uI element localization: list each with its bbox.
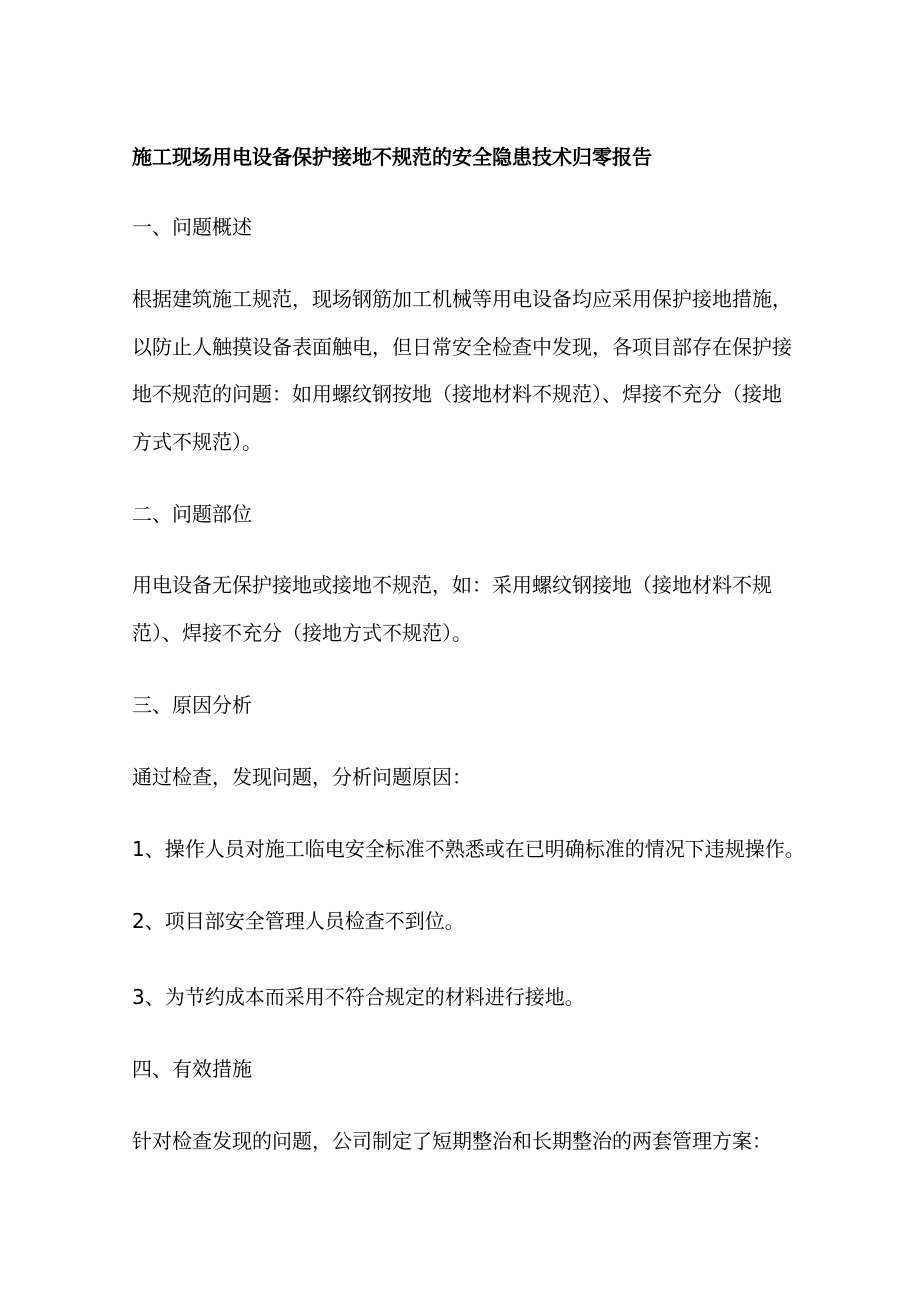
section-heading-measures: 四、有效措施 xyxy=(132,1057,252,1081)
list-item: 1、操作人员对施工临电安全标准不熟悉或在已明确标准的情况下违规操作。 xyxy=(132,837,805,861)
section-heading-location: 二、问题部位 xyxy=(132,502,252,526)
list-item: 2、项目部安全管理人员检查不到位。 xyxy=(132,909,465,933)
paragraph-line: 范）、焊接不充分（接地方式不规范）。 xyxy=(132,621,472,645)
paragraph-line: 通过检查，发现问题，分析问题原因： xyxy=(132,765,472,789)
paragraph-line: 地不规范的问题：如用螺纹钢按地（接地材料不规范）、焊接不充分（接地 xyxy=(132,382,782,406)
paragraph-line: 用电设备无保护接地或接地不规范，如：采用螺纹钢接地（接地材料不规 xyxy=(132,573,772,597)
document-title: 施工现场用电设备保护接地不规范的安全隐患技术归零报告 xyxy=(132,145,652,169)
list-item: 3、为节约成本而采用不符合规定的材料进行接地。 xyxy=(132,985,585,1009)
paragraph-line: 方式不规范）。 xyxy=(132,430,262,454)
section-heading-overview: 一、问题概述 xyxy=(132,215,252,239)
paragraph-line: 针对检查发现的问题，公司制定了短期整治和长期整治的两套管理方案： xyxy=(132,1129,772,1153)
paragraph-line: 以防止人触摸设备表面触电，但日常安全检查中发现，各项目部存在保护接 xyxy=(132,335,792,359)
paragraph-line: 根据建筑施工规范，现场钢筋加工机械等用电设备均应采用保护接地措施， xyxy=(132,287,792,311)
section-heading-cause: 三、原因分析 xyxy=(132,693,252,717)
